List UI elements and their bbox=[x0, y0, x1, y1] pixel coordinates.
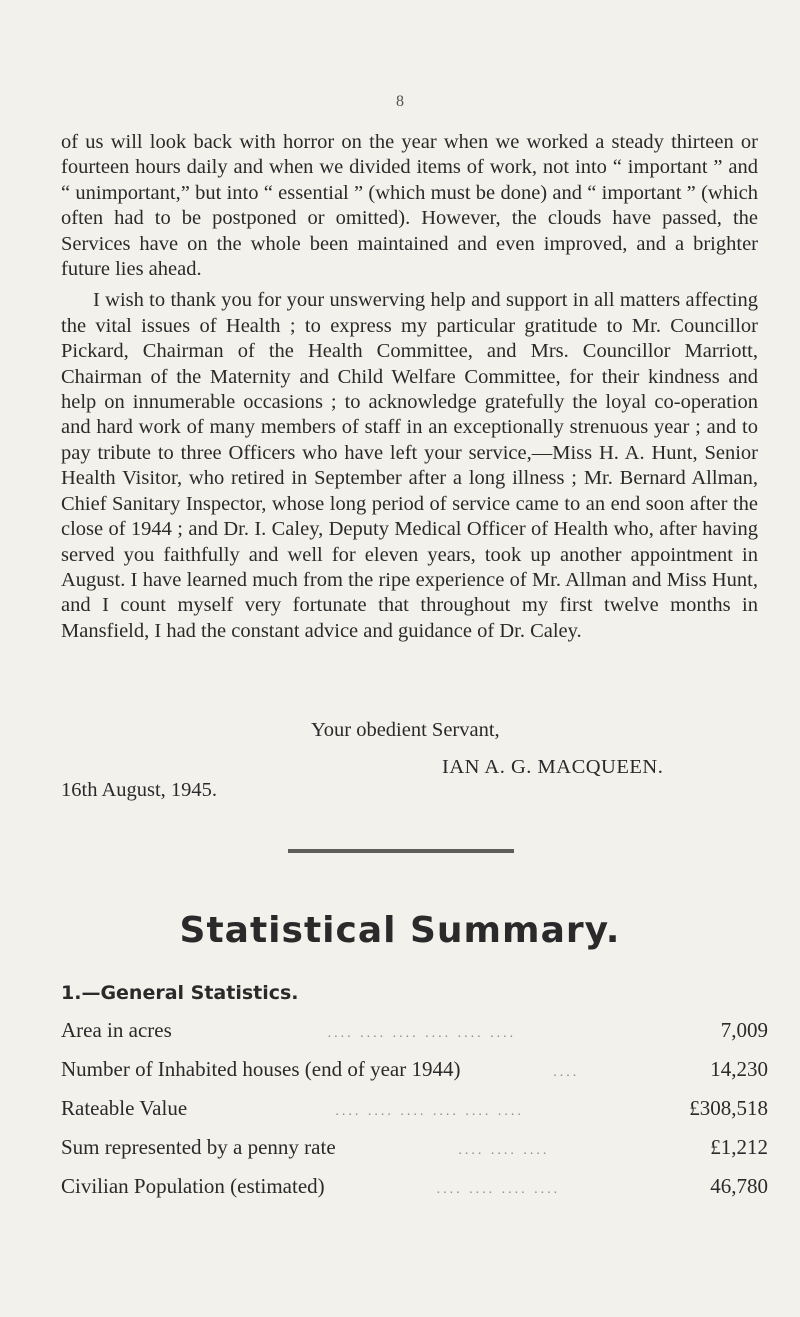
summary-title: Statistical Summary. bbox=[179, 910, 621, 951]
stat-leader-dots: .... .... .... .... .... .... bbox=[327, 1026, 517, 1041]
stat-value: 14,230 bbox=[710, 1057, 768, 1081]
stat-row bbox=[61, 1096, 768, 1135]
letter-body bbox=[61, 130, 758, 644]
summary-section-heading: 1.—General Statistics. bbox=[61, 982, 299, 1004]
letter-paragraph: of us will look back with horror on the year when we worked a steady thirteen or fourteen hours daily and when we divided items of work, not into “ important ” and “ unimportant,” but into “ essential ” (which must be done) and “ important ” (which often had to be postponed or omitted). However, the clouds have passed, the Services have on the whole been maintained and even improved, and a brighter future lies ahead. bbox=[61, 131, 758, 281]
statistics-table bbox=[61, 1018, 768, 1213]
section-divider bbox=[288, 849, 514, 853]
stat-label: Sum represented by a penny rate bbox=[61, 1135, 336, 1159]
stat-label: Civilian Population (estimated) bbox=[61, 1174, 325, 1198]
stat-label: Rateable Value bbox=[61, 1096, 188, 1120]
page-number: 8 bbox=[396, 93, 404, 110]
stat-value: 7,009 bbox=[720, 1018, 768, 1042]
letter-signature: IAN A. G. MACQUEEN. bbox=[442, 756, 664, 778]
stat-row bbox=[61, 1057, 768, 1096]
stat-label: Number of Inhabited houses (end of year 1944) bbox=[61, 1057, 461, 1081]
stat-leader-dots: .... .... .... bbox=[458, 1143, 550, 1158]
stat-value: 46,780 bbox=[710, 1174, 768, 1198]
stat-row bbox=[61, 1174, 768, 1213]
letter-closing: Your obedient Servant, bbox=[311, 719, 500, 741]
letter-date: 16th August, 1945. bbox=[61, 779, 218, 801]
stat-row bbox=[61, 1018, 768, 1057]
stat-value: £1,212 bbox=[710, 1135, 768, 1159]
stat-row bbox=[61, 1135, 768, 1174]
stat-leader-dots: .... .... .... .... bbox=[436, 1182, 561, 1197]
stat-leader-dots: .... bbox=[553, 1065, 580, 1080]
stat-leader-dots: .... .... .... .... .... .... bbox=[335, 1104, 524, 1119]
stat-label: Area in acres bbox=[61, 1018, 172, 1042]
letter-paragraph: I wish to thank you for your unswerving help and support in all matters affecting the vital issues of Health ; to express my particular gratitude to Mr. Councillor Pickard, Chairman of the Health Committee, and Mrs. Councillor Marriott, Chairman of the Maternity and Child Welfare Committee, for their kindness and help on innumerable occasions ; to acknowledge gratefully the loyal co-operation and hard work of many members of staff in an exceptionally strenuous year ; and to pay tribute to three Officers who have left your service,—Miss H. A. Hunt, Senior Health Visitor, who retired in September after a long illness ; Mr. Bernard Allman, Chief Sanitary Inspector, whose long period of service came to an end soon after the close of 1944 ; and Dr. I. Caley, Deputy Medical Officer of Health who, after having served you faithfully and well for eleven years, took up another appointment in August. I have learned much from the ripe experience of Mr. Allman and Miss Hunt, and I count myself very fortunate that throughout my first twelve months in Mansfield, I had the constant advice and guidance of Dr. Caley. bbox=[61, 289, 758, 642]
stat-value: £308,518 bbox=[689, 1096, 768, 1120]
